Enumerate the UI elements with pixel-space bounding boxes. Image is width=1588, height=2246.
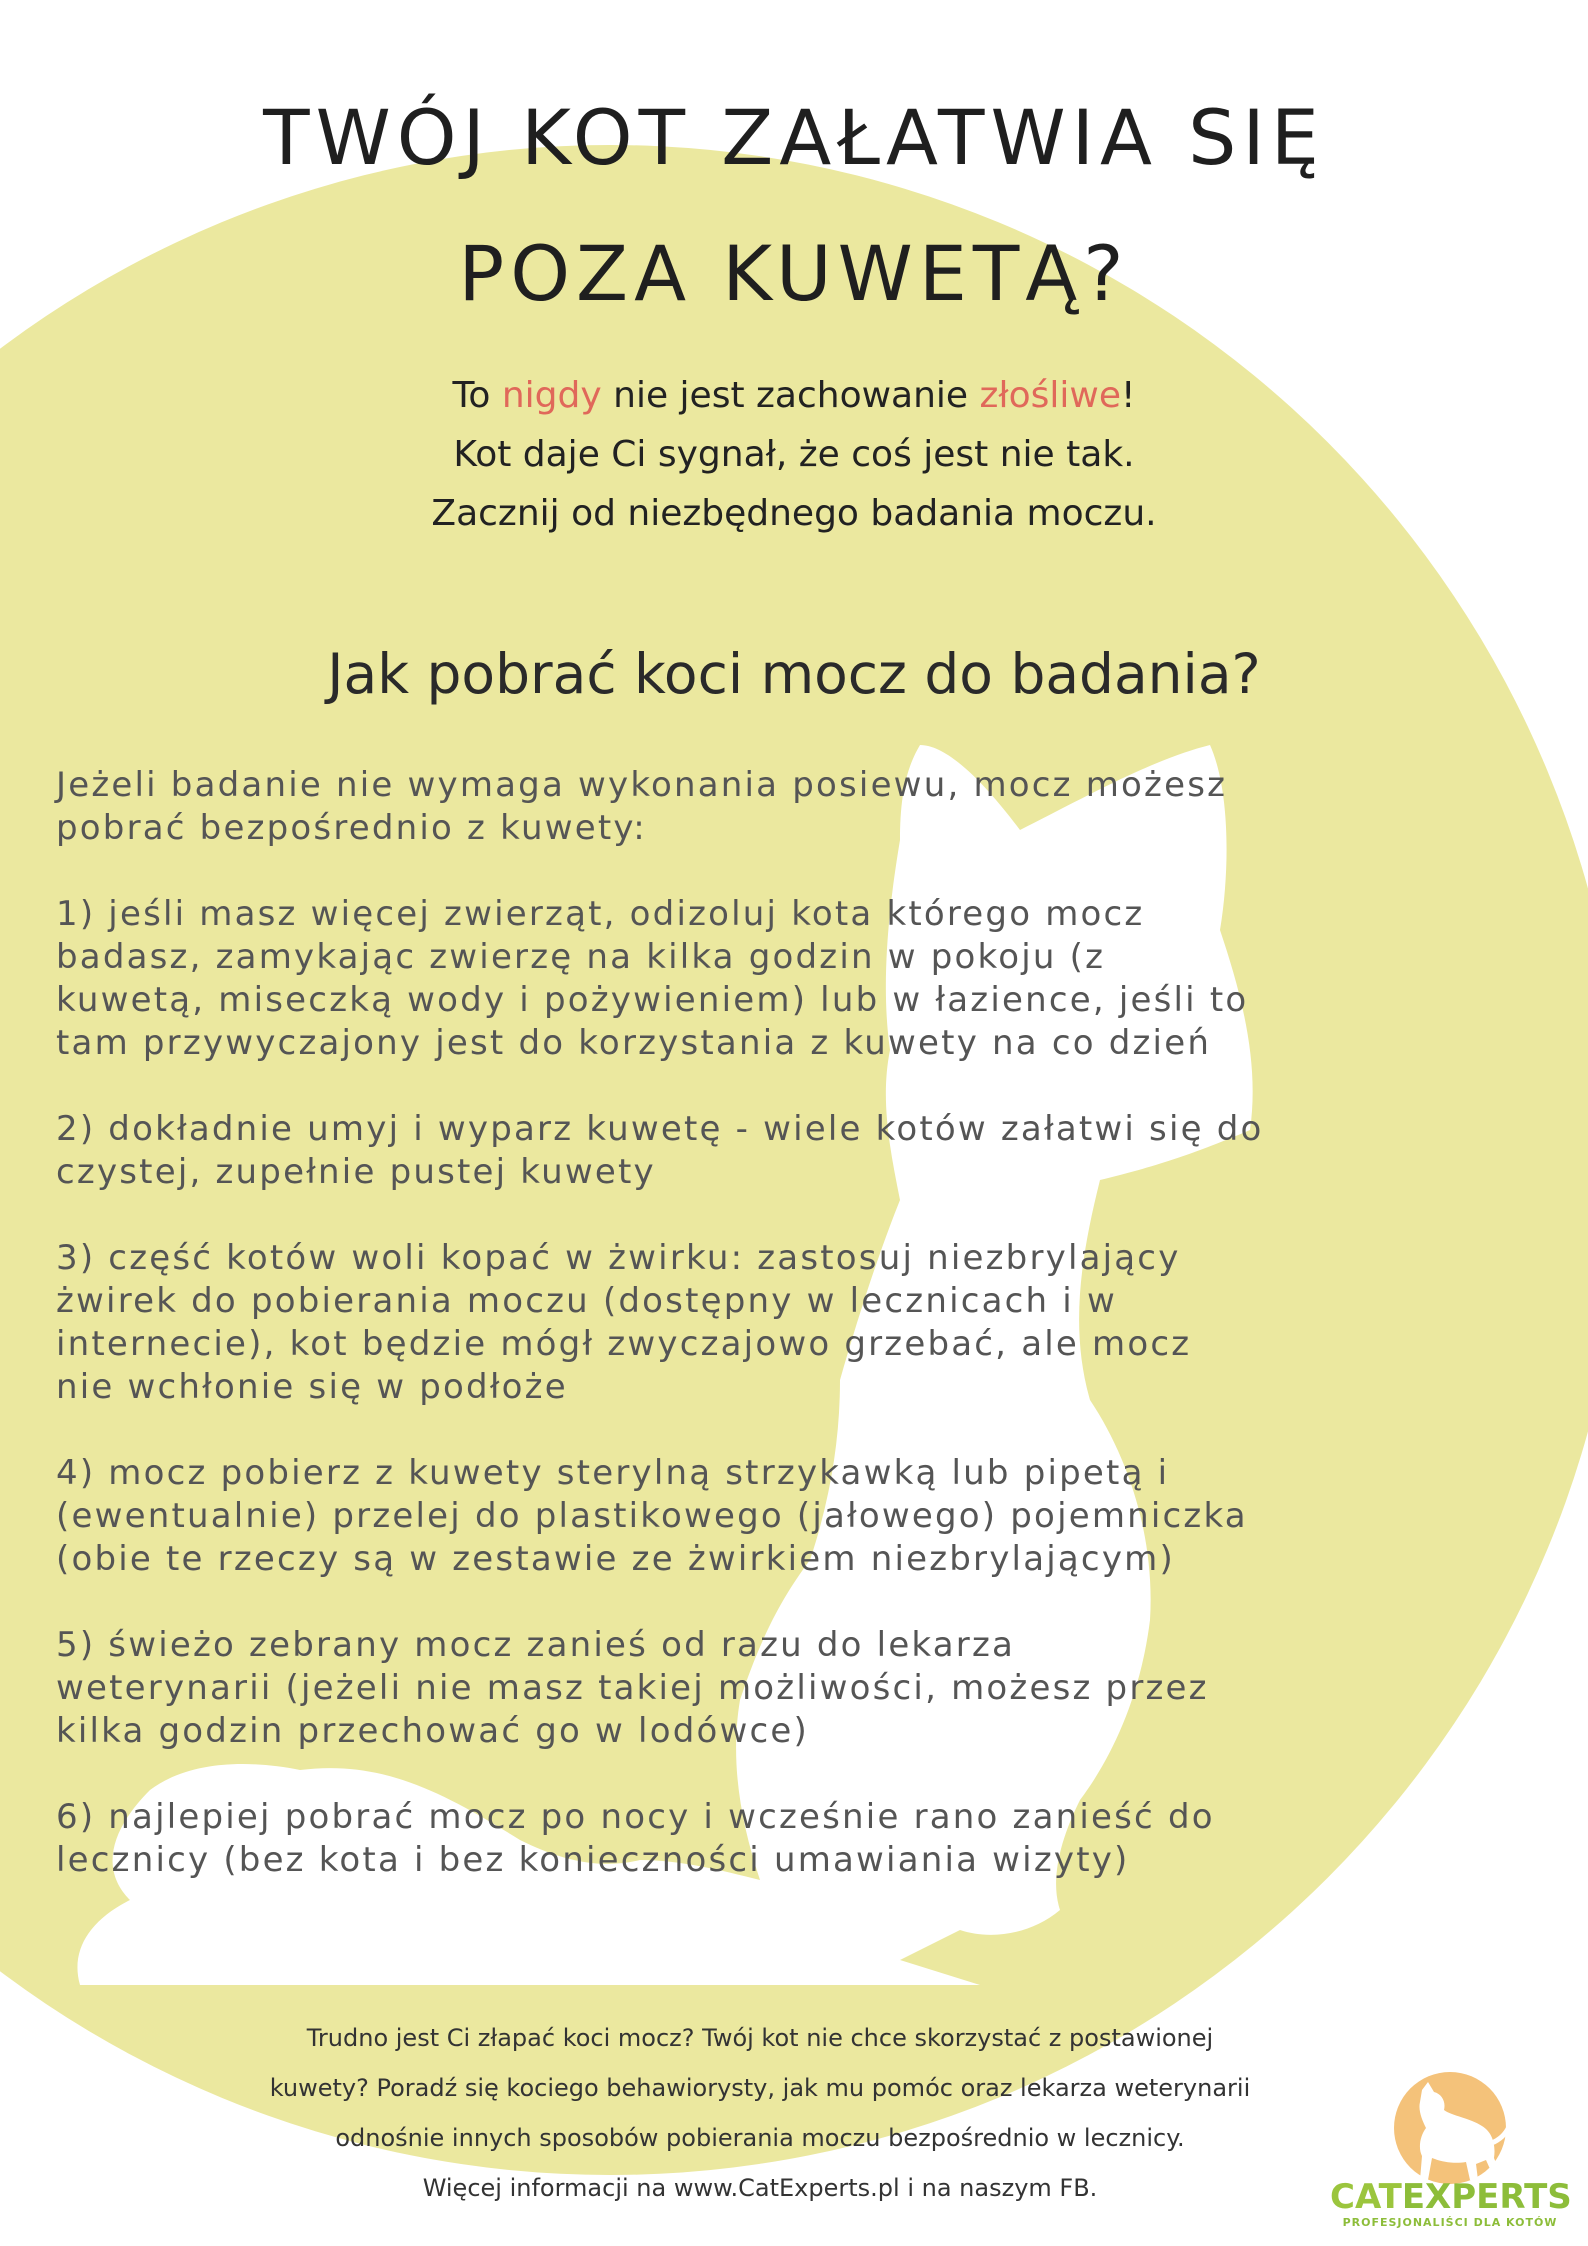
intro-paragraph — [56, 764, 1556, 850]
logo-word-cat: CAT — [1330, 2177, 1402, 2217]
text-line: kuwetą, miseczką wody i pożywieniem) lub w łazience, jeśli to — [56, 980, 1249, 1020]
intro-text: ! — [1121, 375, 1136, 416]
step-6-paragraph — [56, 1796, 1556, 1882]
text-line: 5) świeżo zebrany mocz zanieś od razu do lekarza — [56, 1625, 1016, 1665]
catexperts-logo — [1330, 2060, 1570, 2240]
text-line: (ewentualnie) przelej do plastikowego (jałowego) pojemniczka — [56, 1496, 1248, 1536]
logo-word-experts: EXPERTS — [1401, 2177, 1572, 2217]
text-line: 1) jeśli masz więcej zwierząt, odizoluj kota którego mocz — [56, 894, 1145, 934]
footer-line-2: kuwety? Poradź się kociego behawiorysty, jak mu pomóc oraz lekarza weterynarii — [269, 2074, 1251, 2102]
logo-cat-icon — [1330, 2060, 1570, 2185]
step-3-paragraph — [56, 1237, 1556, 1409]
text-line: nie wchłonie się w podłoże — [56, 1367, 568, 1407]
text-line: kilka godzin przechować go w lodówce) — [56, 1711, 809, 1751]
step-4-paragraph — [56, 1452, 1556, 1581]
intro-block — [0, 366, 1588, 543]
text-line: (obie te rzeczy są w zestawie ze żwirkiem niezbrylającym) — [56, 1539, 1175, 1579]
text-line: lecznicy (bez kota i bez konieczności umawiania wizyty) — [56, 1840, 1130, 1880]
text-line: internecie), kot będzie mógł zwyczajowo grzebać, ale mocz — [56, 1324, 1192, 1364]
step-2-paragraph — [56, 1108, 1556, 1194]
instructions-body — [56, 764, 1556, 1925]
intro-line-2: Kot daje Ci sygnał, że coś jest nie tak. — [453, 434, 1135, 475]
step-1-paragraph — [56, 893, 1556, 1065]
footer-line-4: Więcej informacji na www.CatExperts.pl i na naszym FB. — [422, 2174, 1098, 2202]
title-line-1: TWÓJ KOT ZAŁATWIA SIĘ — [263, 93, 1325, 182]
intro-text: To — [452, 375, 502, 416]
intro-text: nie jest zachowanie — [601, 375, 980, 416]
text-line: tam przywyczajony jest do korzystania z kuwety na co dzień — [56, 1023, 1212, 1063]
text-line: Jeżeli badanie nie wymaga wykonania posiewu, mocz możesz — [56, 765, 1228, 805]
text-line: badasz, zamykając zwierzę na kilka godzin w pokoju (z — [56, 937, 1106, 977]
text-line: 2) dokładnie umyj i wyparz kuwetę - wiele kotów załatwi się do — [56, 1109, 1264, 1149]
intro-accent-malicious: złośliwe — [979, 375, 1122, 416]
footer-note — [40, 2013, 1480, 2213]
intro-accent-never: nigdy — [501, 375, 602, 416]
text-line: żwirek do pobierania moczu (dostępny w lecznicach i w — [56, 1281, 1117, 1321]
footer-line-3: odnośnie innych sposobów pobierania moczu bezpośrednio w lecznicy. — [335, 2124, 1185, 2152]
intro-line-1 — [0, 366, 1588, 425]
logo-wordmark — [1330, 2178, 1570, 2216]
intro-line-3: Zacznij od niezbędnego badania moczu. — [431, 493, 1157, 534]
step-5-paragraph — [56, 1624, 1556, 1753]
text-line: 6) najlepiej pobrać mocz po nocy i wcześnie rano zanieść do — [56, 1797, 1215, 1837]
section-heading: Jak pobrać koci mocz do badania? — [327, 642, 1261, 706]
text-line: weterynarii (jeżeli nie masz takiej możliwości, możesz przez — [56, 1668, 1209, 1708]
logo-tagline: PROFESJONALIŚCI DLA KOTÓW — [1342, 2216, 1558, 2229]
title-line-2: POZA KUWETĄ? — [458, 229, 1130, 318]
text-line: pobrać bezpośrednio z kuwety: — [56, 808, 647, 848]
footer-line-1: Trudno jest Ci złapać koci mocz? Twój kot nie chce skorzystać z postawionej — [306, 2024, 1214, 2052]
text-line: czystej, zupełnie pustej kuwety — [56, 1152, 656, 1192]
text-line: 4) mocz pobierz z kuwety sterylną strzykawką lub pipetą i — [56, 1453, 1170, 1493]
text-line: 3) część kotów woli kopać w żwirku: zastosuj niezbrylający — [56, 1238, 1181, 1278]
page-title — [0, 70, 1588, 342]
